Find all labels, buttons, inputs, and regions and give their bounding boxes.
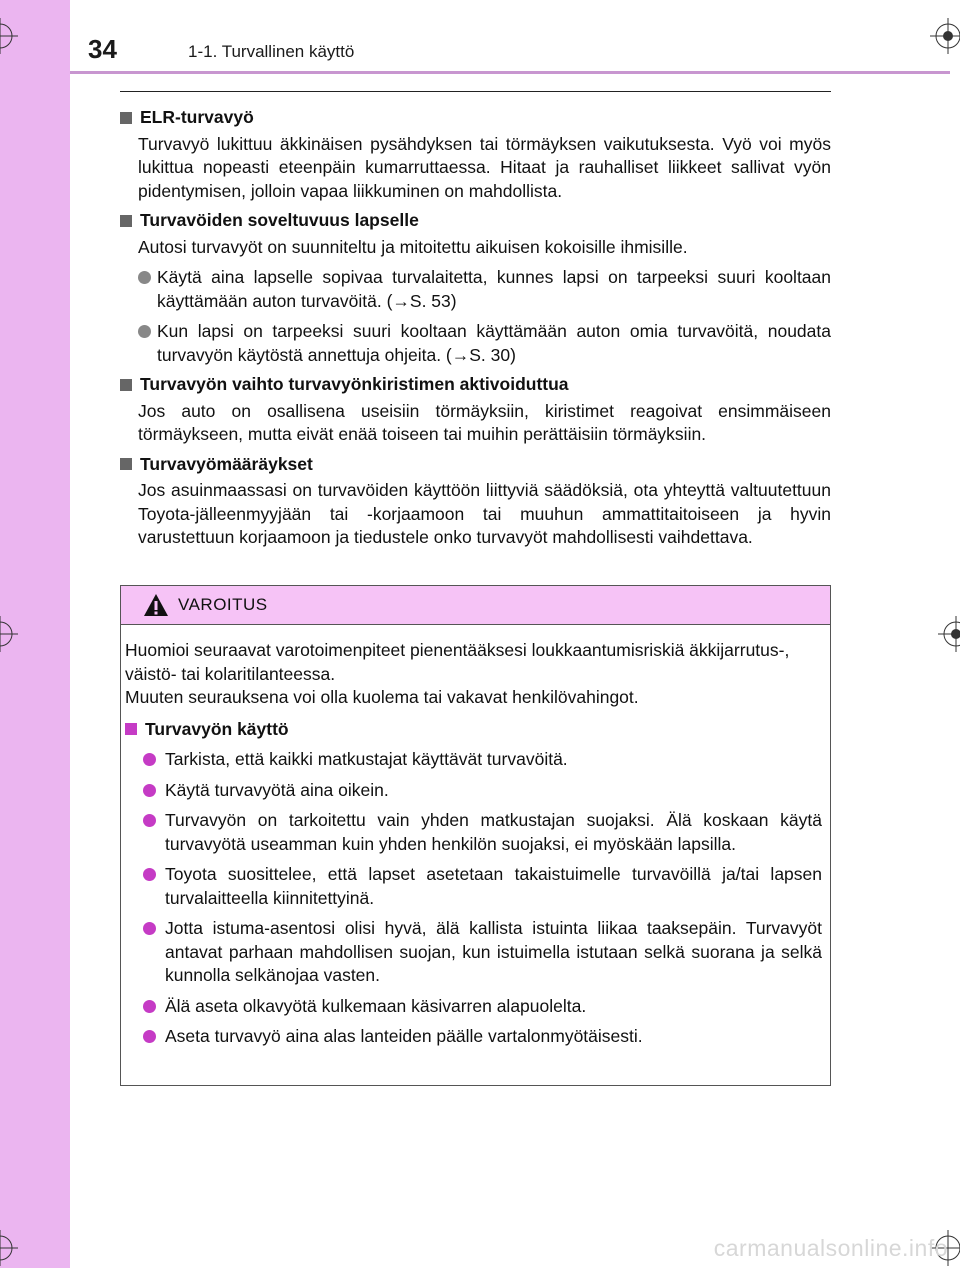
- square-bullet-icon: [120, 458, 132, 470]
- header-divider: [70, 71, 950, 74]
- warning-list-item: Älä aseta olkavyötä kulkemaan käsivarren alapuolelta.: [143, 995, 822, 1019]
- list-item: Kun lapsi on tarpeeksi suuri kooltaan käyttämään auton omia turvavöitä, noudata turvavyön käytöstä annettuja ohjeita. (→S. 30): [138, 320, 831, 367]
- warning-box: [120, 585, 831, 1086]
- round-bullet-icon: [143, 784, 156, 797]
- round-bullet-icon: [143, 922, 156, 935]
- warning-list-item: Käytä turvavyötä aina oikein.: [143, 779, 822, 803]
- section-paragraph: Jos auto on osallisena useisiin törmäyksiin, kiristimet reagoivat ensimmäiseen törmäykseen, mutta eivät enää toiseen tai muihin perättäisiin törmäyksiin.: [138, 400, 831, 444]
- warning-heading: Turvavyön käyttö: [125, 718, 822, 742]
- registration-mark-icon: [930, 18, 960, 54]
- watermark: carmanualsonline.info: [713, 1235, 948, 1261]
- square-bullet-icon: [120, 112, 132, 124]
- round-bullet-icon: [143, 1000, 156, 1013]
- section-heading: Turvavöiden soveltuvuus lapselle: [120, 209, 831, 233]
- warning-list-item: Toyota suosittelee, että lapset asetetaan takaistuimelle turvavöillä ja/tai lapsen turvalaitteella kiinnitettyinä.: [143, 863, 822, 910]
- page-number: 34: [88, 34, 117, 64]
- square-bullet-icon: [120, 379, 132, 391]
- section-heading: Turvavyön vaihto turvavyönkiristimen aktivoiduttua: [120, 373, 831, 397]
- round-bullet-icon: [143, 868, 156, 881]
- section-child-suitability: [120, 209, 831, 367]
- content-divider: [120, 91, 831, 92]
- main-content: [120, 100, 831, 550]
- round-bullet-icon: [138, 325, 151, 338]
- section-paragraph: Autosi turvavyöt on suunniteltu ja mitoitettu aikuisen kokoisille ihmisille.: [138, 236, 688, 257]
- section-paragraph: Jos asuinmaassasi on turvavöiden käyttöön liittyviä säädöksiä, ota yhteyttä valtuutettuun Toyota-jälleenmyyjään tai -korjaamoon tai muuhun ammattitaitoiseen ja hyvin varustettuun korjaamoon ja tiedustele onko turvavyöt mahdollisesti vaihdettava.: [138, 480, 831, 547]
- warning-list-item: Turvavyön on tarkoitettu vain yhden matkustajan suojaksi. Älä koskaan käytä turvavyötä useamman kuin yhden henkilön suojaksi, ei myöskään lapsilla.: [143, 809, 822, 856]
- round-bullet-icon: [138, 271, 151, 284]
- square-bullet-icon: [125, 723, 137, 735]
- square-bullet-icon: [120, 215, 132, 227]
- section-pretensioner-replacement: [120, 373, 831, 447]
- registration-mark-icon: [938, 616, 960, 652]
- warning-list-item: Jotta istuma-asentosi olisi hyvä, älä kallista istuinta liikaa taaksepäin. Turvavyöt antavat parhaan mahdollisen suojan, kun istuimella istutaan selkä suorana ja selkä kunnolla selkänojaa vasten.: [143, 917, 822, 988]
- registration-mark-icon: [0, 18, 18, 54]
- warning-list-item: Aseta turvavyö aina alas lanteiden päälle vartalonmyötäisesti.: [143, 1025, 822, 1049]
- warning-body: [121, 625, 830, 1049]
- warning-header: [121, 586, 830, 625]
- round-bullet-icon: [143, 1030, 156, 1043]
- warning-label: VAROITUS: [178, 595, 268, 614]
- section-regulations: [120, 453, 831, 550]
- section-title: 1-1. Turvallinen käyttö: [188, 42, 355, 61]
- registration-mark-icon: [0, 1230, 18, 1266]
- registration-mark-icon: [0, 616, 18, 652]
- list-item: Käytä aina lapselle sopivaa turvalaitetta, kunnes lapsi on tarpeeksi suuri kooltaan käyttämään auton turvavöitä. (→S. 53): [138, 266, 831, 313]
- warning-list-item: Tarkista, että kaikki matkustajat käyttävät turvavöitä.: [143, 748, 822, 772]
- section-heading: Turvavyömääräykset: [120, 453, 831, 477]
- round-bullet-icon: [143, 814, 156, 827]
- section-heading: ELR-turvavyö: [120, 106, 831, 130]
- warning-intro: Huomioi seuraavat varotoimenpiteet pienentääksesi loukkaantumisriskiä äkkijarrutus-, väistö- tai kolaritilanteessa. Muuten seurauksena voi olla kuolema tai vakavat henkilövahingot.: [125, 640, 790, 707]
- section-elr: [120, 106, 831, 203]
- section-paragraph: Turvavyö lukittuu äkkinäisen pysähdyksen tai törmäyksen vaikutuksesta. Vyö voi myös lukittua nopeasti eteenpäin kumarruttaessa. Hitaat ja rauhalliset liikkeet sallivat vyön pidentymisen, jolloin vapaa liikkuminen on mahdollista.: [138, 133, 831, 201]
- round-bullet-icon: [143, 753, 156, 766]
- warning-triangle-icon: [143, 593, 169, 617]
